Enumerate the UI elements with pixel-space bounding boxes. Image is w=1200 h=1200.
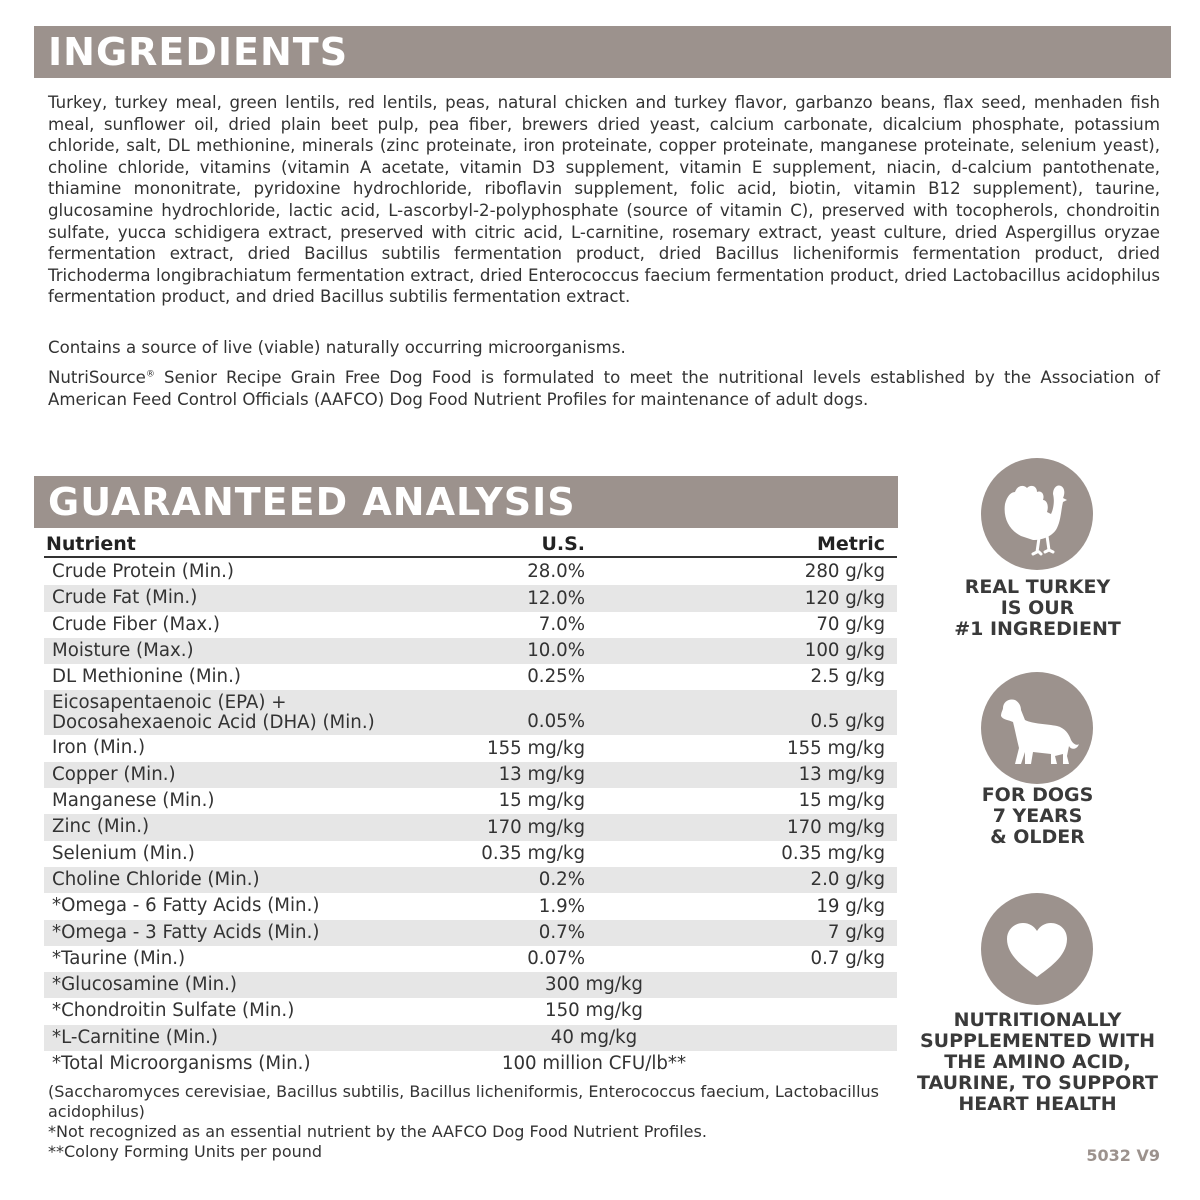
nutrient-combined-value: 300 mg/kg <box>545 974 643 996</box>
nutrient-name: *Total Microorganisms (Min.) <box>52 1053 311 1075</box>
nutrient-us-value: 0.25% <box>527 666 585 688</box>
heart-icon <box>981 893 1093 1005</box>
nutrient-metric-value: 2.5 g/kg <box>810 666 885 688</box>
nutrient-name: *Taurine (Min.) <box>52 947 186 969</box>
table-row <box>44 690 897 735</box>
nutrient-metric-value: 0.5 g/kg <box>810 711 885 733</box>
nutrient-name: *Omega - 6 Fatty Acids (Min.) <box>52 895 320 917</box>
aafco-text: Senior Recipe Grain Free Dog Food is formulated to meet the nutritional levels established by the Association of American Feed Control Officials (AAFCO) Dog Food Nutrient Profiles for maintenance of adult dogs. <box>48 368 1160 409</box>
nutrient-metric-value: 2.0 g/kg <box>810 869 885 891</box>
product-code: 5032 V9 <box>1086 1146 1160 1165</box>
feature-heart-line-1: NUTRITIONALLY <box>953 1009 1122 1031</box>
nutrient-name: Crude Fat (Min.) <box>52 587 198 609</box>
nutrient-us-value: 1.9% <box>538 895 585 917</box>
aafco-statement <box>48 367 1160 410</box>
nutrient-metric-value: 0.7 g/kg <box>810 948 885 970</box>
table-row <box>44 867 897 893</box>
nutrient-name: Copper (Min.) <box>52 763 176 785</box>
nutrient-us-value: 13 mg/kg <box>498 764 585 786</box>
feature-turkey-line-2: IS OUR <box>1000 597 1075 619</box>
feature-turkey-line-3: #1 INGREDIENT <box>954 618 1121 640</box>
feature-dog-line-2: 7 YEARS <box>992 805 1083 827</box>
table-row <box>44 735 897 761</box>
table-row <box>44 946 897 972</box>
nutrient-combined-value: 100 million CFU/lb** <box>501 1053 687 1075</box>
nutrient-metric-value: 7 g/kg <box>827 921 885 943</box>
registered-mark: ® <box>145 369 155 380</box>
ingredients-heading: INGREDIENTS <box>34 26 1171 78</box>
table-row <box>44 664 897 690</box>
turkey-icon <box>981 458 1093 570</box>
feature-heart-line-4: TAURINE, TO SUPPORT <box>916 1072 1159 1094</box>
nutrient-name: Selenium (Min.) <box>52 842 195 864</box>
nutrient-us-value: 12.0% <box>527 587 585 609</box>
nutrient-metric-value: 70 g/kg <box>816 613 885 635</box>
nutrient-us-value: 15 mg/kg <box>498 790 585 812</box>
nutrient-us-value: 0.07% <box>527 948 585 970</box>
feature-dog-text <box>905 785 1170 848</box>
nutrient-name: DL Methionine (Min.) <box>52 666 241 688</box>
analysis-table <box>44 559 897 1077</box>
nutrient-name <box>52 693 375 733</box>
nutrient-name: Choline Chloride (Min.) <box>52 868 260 890</box>
nutrient-name: Zinc (Min.) <box>52 816 150 838</box>
feature-dog-line-3: & OLDER <box>990 826 1085 848</box>
table-row <box>44 972 897 998</box>
header-metric: Metric <box>816 533 885 555</box>
nutrient-us-value: 10.0% <box>527 640 585 662</box>
nutrient-us-value: 0.2% <box>538 869 585 891</box>
nutrient-us-value: 0.05% <box>527 711 585 733</box>
nutrient-name-line-2: Docosahexaenoic Acid (DHA) (Min.) <box>52 712 375 734</box>
table-row <box>44 585 897 611</box>
nutrient-combined-value: 150 mg/kg <box>545 1000 643 1022</box>
nutrient-metric-value: 155 mg/kg <box>787 737 885 759</box>
feature-turkey-text <box>905 577 1170 640</box>
nutrient-name: Moisture (Max.) <box>52 639 194 661</box>
nutrient-name: Crude Fiber (Max.) <box>52 613 220 635</box>
feature-heart-line-3: THE AMINO ACID, <box>944 1051 1131 1073</box>
nutrient-name: Crude Protein (Min.) <box>52 561 234 582</box>
table-row <box>44 1025 897 1051</box>
table-row <box>44 638 897 664</box>
nutrient-name: Manganese (Min.) <box>52 790 215 812</box>
analysis-table-header <box>44 532 897 558</box>
dog-icon <box>981 672 1093 784</box>
nutrient-name: Iron (Min.) <box>52 737 146 759</box>
table-row <box>44 762 897 788</box>
ingredients-list: Turkey, turkey meal, green lentils, red lentils, peas, natural chicken and turkey flavor, garbanzo beans, flax seed, menhaden fish meal, sunflower oil, dried plain beet pulp, pea fiber, brewers dried yeast, calcium carbonate, dicalcium phosphate, potassium chloride, salt, DL methionine, minerals (zinc proteinate, iron proteinate, copper proteinate, manganese proteinate, selenium yeast), choline chloride, vitamins (vitamin A acetate, vitamin D3 supplement, vitamin E supplement, niacin, d-calcium pantothenate, thiamine mononitrate, pyridoxine hydrochloride, riboflavin supplement, folic acid, biotin, vitamin B12 supplement), taurine, glucosamine hydrochloride, lactic acid, L-ascorbyl-2-polyphosphate (source of vitamin C), preserved with tocopherols, chondroitin sulfate, yucca schidigera extract, preserved with citric acid, L-carnitine, rosemary extract, yeast culture, dried Aspergillus oryzae fermentation extract, dried Bacillus subtilis fermentation product, dried Bacillus licheniformis fermentation product, dried Trichoderma longibrachiatum fermentation extract, dried Enterococcus faecium fermentation product, dried Lactobacillus acidophilus fermentation product, and dried Bacillus subtilis fermentation extract. <box>48 93 1160 307</box>
nutrient-us-value: 0.7% <box>538 921 585 943</box>
nutrient-us-value: 170 mg/kg <box>487 816 585 838</box>
header-us: U.S. <box>541 533 585 555</box>
nutrient-us-value: 155 mg/kg <box>487 737 585 759</box>
analysis-heading: GUARANTEED ANALYSIS <box>34 476 898 528</box>
table-row <box>44 788 897 814</box>
footnote-not-recognized: *Not recognized as an essential nutrient by the AAFCO Dog Food Nutrient Profiles. <box>48 1122 707 1141</box>
nutrient-metric-value: 0.35 mg/kg <box>781 842 885 864</box>
nutrient-name-line-1: Eicosapentaenoic (EPA) + <box>52 692 287 714</box>
feature-heart-line-5: HEART HEALTH <box>958 1093 1117 1115</box>
table-row <box>44 1051 897 1077</box>
nutrient-metric-value: 170 mg/kg <box>787 816 885 838</box>
nutrient-metric-value: 120 g/kg <box>804 587 885 609</box>
nutrient-name: *Omega - 3 Fatty Acids (Min.) <box>52 921 320 943</box>
nutrient-metric-value: 15 mg/kg <box>798 790 885 812</box>
table-row <box>44 920 897 946</box>
nutrient-metric-value: 19 g/kg <box>816 895 885 917</box>
footnote-microorganisms: (Saccharomyces cerevisiae, Bacillus subtilis, Bacillus licheniformis, Enterococcus faecium, Lactobacillus acidophilus) <box>48 1082 880 1121</box>
header-nutrient: Nutrient <box>46 533 136 555</box>
microorganisms-note: Contains a source of live (viable) naturally occurring microorganisms. <box>48 338 626 357</box>
nutrient-name: *Glucosamine (Min.) <box>52 974 238 996</box>
feature-turkey-line-1: REAL TURKEY <box>964 576 1111 598</box>
nutrient-metric-value: 280 g/kg <box>804 561 885 583</box>
nutrient-combined-value: 40 mg/kg <box>550 1026 638 1048</box>
nutrient-metric-value: 100 g/kg <box>804 640 885 662</box>
table-row <box>44 893 897 919</box>
nutrient-metric-value: 13 mg/kg <box>798 764 885 786</box>
nutrient-name: *Chondroitin Sulfate (Min.) <box>52 1000 295 1022</box>
feature-heart-line-2: SUPPLEMENTED WITH <box>919 1030 1156 1052</box>
footnote-cfu: **Colony Forming Units per pound <box>48 1142 323 1161</box>
table-row <box>44 814 897 840</box>
feature-heart-text <box>905 1010 1170 1115</box>
table-row <box>44 559 897 585</box>
table-row <box>44 841 897 867</box>
nutrient-us-value: 7.0% <box>538 613 585 635</box>
brand-name: NutriSource <box>48 368 146 387</box>
nutrient-us-value: 0.35 mg/kg <box>481 842 585 864</box>
table-row <box>44 612 897 638</box>
nutrient-us-value: 28.0% <box>527 561 585 583</box>
analysis-footnotes <box>48 1082 888 1162</box>
feature-dog-line-1: FOR DOGS <box>981 784 1094 806</box>
nutrient-name: *L-Carnitine (Min.) <box>52 1026 218 1048</box>
table-row <box>44 998 897 1024</box>
